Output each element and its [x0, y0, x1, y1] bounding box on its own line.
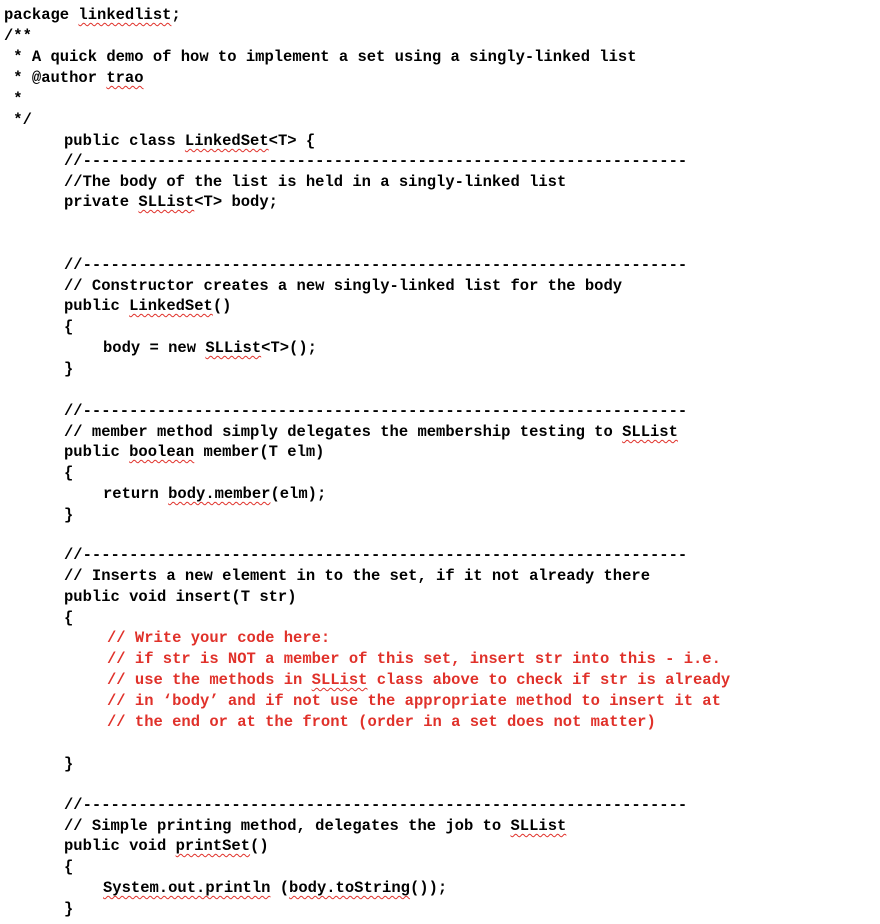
member-comment-line: [64, 422, 678, 442]
author-tag: * @author: [4, 69, 107, 87]
close-brace: }: [64, 360, 74, 378]
print-signature-line: [64, 836, 269, 856]
divider-line: //-----------------------------------------------------------------: [64, 402, 688, 420]
todo-comment-line: // Write your code here:: [107, 629, 331, 647]
print-body-suffix: ());: [409, 879, 448, 897]
print-sig-name: printSet: [175, 837, 251, 855]
member-sig-type: boolean: [129, 443, 195, 461]
ctor-prefix: public: [64, 297, 130, 315]
divider-line: //-----------------------------------------------------------------: [64, 796, 688, 814]
member-body-call: body.member: [168, 485, 271, 503]
package-name: linkedlist: [78, 6, 172, 24]
field-prefix: private: [64, 193, 139, 211]
member-body-prefix: return: [103, 485, 169, 503]
print-body-mid: (: [270, 879, 290, 897]
member-comment-text: // member method simply delegates the membership testing to: [64, 423, 623, 441]
print-body-call: System.out.println: [103, 879, 271, 897]
author-name: trao: [106, 69, 144, 87]
todo-text: class above to check if str is already: [367, 671, 731, 689]
todo-comment-line: // in ‘body’ and if not use the appropriate method to insert it at: [107, 692, 721, 710]
todo-comment-line: // if str is NOT a member of this set, insert str into this - i.e.: [107, 650, 721, 668]
ctor-body-suffix: <T>();: [261, 339, 317, 357]
constructor-body-line: [103, 338, 317, 358]
comment-line: //The body of the list is held in a singly-linked list: [64, 173, 567, 191]
insert-signature-line: public void insert(T str): [64, 588, 297, 606]
divider-line: //-----------------------------------------------------------------: [64, 256, 688, 274]
todo-comment-line: // the end or at the front (order in a set does not matter): [107, 713, 656, 731]
open-brace: {: [64, 858, 74, 876]
doc-close-line: */: [4, 111, 32, 129]
print-comment-text: // Simple printing method, delegates the job to: [64, 817, 511, 835]
field-declaration-line: [64, 192, 278, 212]
ctor-name: LinkedSet: [129, 297, 213, 315]
member-body-line: [103, 484, 326, 504]
doc-star-line: *: [4, 90, 23, 108]
print-sig-prefix: public void: [64, 837, 176, 855]
print-comment-line: [64, 816, 566, 836]
member-comment-class: SLList: [622, 423, 678, 441]
member-sig-suffix: member(T elm): [194, 443, 325, 461]
close-brace: }: [64, 900, 74, 918]
class-suffix: <T> {: [268, 132, 316, 150]
close-brace: }: [64, 506, 74, 524]
print-sig-suffix: (): [250, 837, 269, 855]
ctor-body-type: SLList: [205, 339, 262, 357]
print-comment-class: SLList: [510, 817, 567, 835]
open-brace: {: [64, 318, 74, 336]
field-suffix: <T> body;: [194, 193, 278, 211]
close-brace: }: [64, 755, 74, 773]
field-type: SLList: [138, 193, 195, 211]
constructor-signature-line: [64, 296, 231, 316]
package-line: [4, 5, 181, 25]
print-body-arg: body.toString: [289, 879, 410, 897]
comment-line: // Inserts a new element in to the set, if it not already there: [64, 567, 650, 585]
todo-text: // use the methods in: [107, 671, 312, 689]
doc-open-line: /**: [4, 27, 32, 45]
divider-line: //-----------------------------------------------------------------: [64, 152, 688, 170]
print-body-line: [103, 878, 447, 898]
ctor-suffix: (): [212, 297, 232, 315]
class-declaration-line: [64, 131, 315, 151]
semicolon: ;: [171, 6, 181, 24]
open-brace: {: [64, 609, 74, 627]
open-brace: {: [64, 464, 74, 482]
ctor-body-prefix: body = new: [103, 339, 206, 357]
keyword: package: [4, 6, 79, 24]
member-signature-line: [64, 442, 324, 462]
class-name: LinkedSet: [184, 132, 269, 150]
todo-class: SLList: [311, 671, 368, 689]
divider-line: //-----------------------------------------------------------------: [64, 546, 688, 564]
todo-comment-line: [107, 670, 730, 690]
class-prefix: public class: [64, 132, 185, 150]
member-sig-prefix: public: [64, 443, 130, 461]
doc-author-line: [4, 68, 144, 88]
doc-description-line: * A quick demo of how to implement a set using a singly-linked list: [4, 48, 637, 66]
comment-line: // Constructor creates a new singly-linked list for the body: [64, 277, 623, 295]
member-body-suffix: (elm);: [270, 485, 327, 503]
